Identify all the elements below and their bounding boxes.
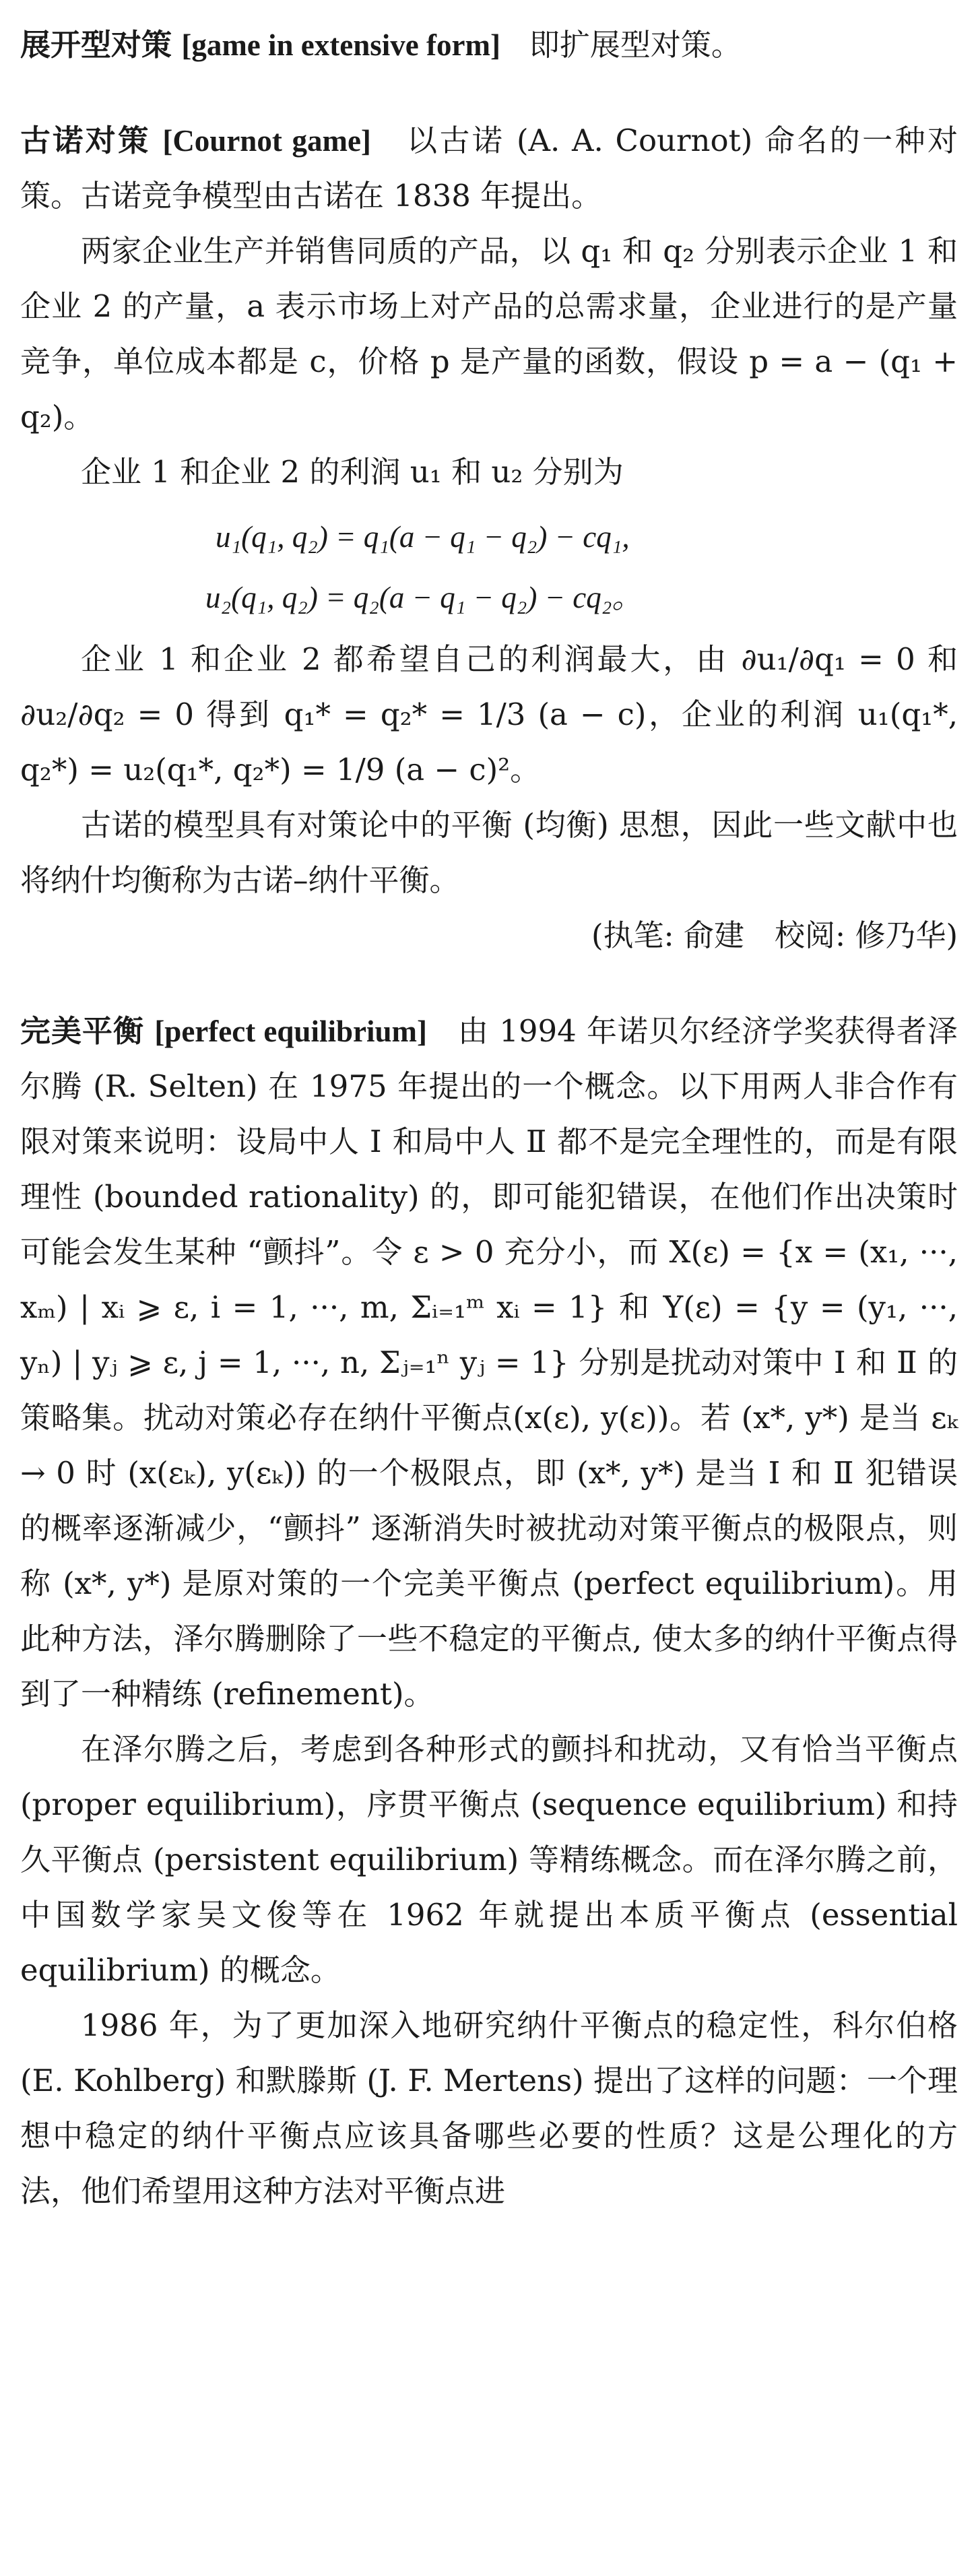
author-signature: (执笔: 俞建 校阅: 修乃华)	[591, 917, 958, 953]
entry-perfect-equilibrium	[20, 1004, 958, 2219]
entry-cournot-game	[20, 113, 958, 963]
body-paragraph: 企业 1 和企业 2 都希望自己的利润最大，由 ∂u₁/∂q₁ = 0 和 ∂u₂/∂q₂ = 0 得到 q₁* = q₂* = 1/3 (a − c)，企业的利润 u₁(q₁*, q₂*) = u₂(q₁*, q₂*) = 1/9 (a − c)²。	[20, 641, 958, 787]
entry-english-term: [Cournot game]	[162, 124, 371, 158]
body-paragraph: 企业 1 和企业 2 的利润 u₁ 和 u₂ 分别为	[81, 454, 624, 490]
body-paragraph: 两家企业生产并销售同质的产品，以 q₁ 和 q₂ 分别表示企业 1 和企业 2 的产量，a 表示市场上对产品的总需求量，企业进行的是产量竞争，单位成本都是 c，价格 p 是产量的函数，假设 p = a − (q₁ + q₂)。	[20, 233, 958, 434]
body-paragraph: 古诺的模型具有对策论中的平衡 (均衡) 思想，因此一些文献中也将纳什均衡称为古诺–纳什平衡。	[20, 807, 958, 898]
entry-paragraph	[20, 113, 958, 224]
profit-formula-1: u₁(q₁, q₂) = q₁(a − q₁ − q₂) − cq₁,	[216, 520, 630, 554]
entry-paragraph	[20, 18, 958, 73]
body-paragraph: 1986 年，为了更加深入地研究纳什平衡点的稳定性，科尔伯格 (E. Kohlberg) 和默滕斯 (J. F. Mertens) 提出了这样的问题：一个理想中稳定的纳什平衡点应该具备哪些必要的性质？这是公理化的方法，他们希望用这种方法对平衡点进	[20, 2007, 958, 2209]
dictionary-page	[20, 18, 958, 2219]
entry-english-term: [perfect equilibrium]	[154, 1015, 427, 1048]
entry-text: 即扩展型对策。	[529, 27, 742, 63]
entry-text: 由 1994 年诺贝尔经济学奖获得者泽尔腾 (R. Selten) 在 1975 年提出的一个概念。以下用两人非合作有限对策来说明：设局中人 Ⅰ 和局中人 Ⅱ 都不是完全理性的，而是有限理性 (bounded rationality) 的，即可能犯错误，在他们作出决策时可能会发生某种 “颤抖”。令 ε > 0 充分小，而 X(ε) = {x = (x₁, ···, xₘ) | xᵢ ⩾ ε, i = 1, ···, m, Σᵢ₌₁ᵐ xᵢ = 1} 和 Y(ε) = {y = (y₁, ···, yₙ) | yⱼ ⩾ ε, j = 1, ···, n, Σⱼ₌₁ⁿ yⱼ = 1} 分别是扰动对策中 Ⅰ 和 Ⅱ 的策略集。扰动对策必存在纳什平衡点(x(ε), y(ε))。若 (x*, y*) 是当 εₖ → 0 时 (x(εₖ), y(εₖ)) 的一个极限点，即 (x*, y*) 是当 Ⅰ 和 Ⅱ 犯错误的概率逐渐减少，“颤抖” 逐渐消失时被扰动对策平衡点的极限点，则称 (x*, y*) 是原对策的一个完美平衡点 (perfect equilibrium)。用此种方法，泽尔腾删除了一些不稳定的平衡点, 使太多的纳什平衡点得到了一种精练 (refinement)。	[20, 1013, 958, 1712]
entry-term: 展开型对策	[20, 27, 172, 63]
entry-english-term: [game in extensive form]	[181, 28, 500, 62]
entry-paragraph	[20, 1004, 958, 1722]
entry-term: 古诺对策	[20, 123, 151, 158]
entry-text: 以古诺 (A. A. Cournot) 命名的一种对策。古诺竞争模型由古诺在 1838 年提出。	[20, 123, 958, 214]
profit-formula-2: u₂(q₁, q₂) = q₂(a − q₁ − q₂) − cq₂。	[205, 581, 643, 614]
entry-extensive-form	[20, 18, 958, 73]
body-paragraph: 在泽尔腾之后，考虑到各种形式的颤抖和扰动，又有恰当平衡点 (proper equilibrium)，序贯平衡点 (sequence equilibrium) 和持久平衡点 (persistent equilibrium) 等精练概念。而在泽尔腾之前，中国数学家吴文俊等在 1962 年就提出本质平衡点 (essential equilibrium) 的概念。	[20, 1731, 958, 1988]
entry-term: 完美平衡	[20, 1013, 144, 1049]
